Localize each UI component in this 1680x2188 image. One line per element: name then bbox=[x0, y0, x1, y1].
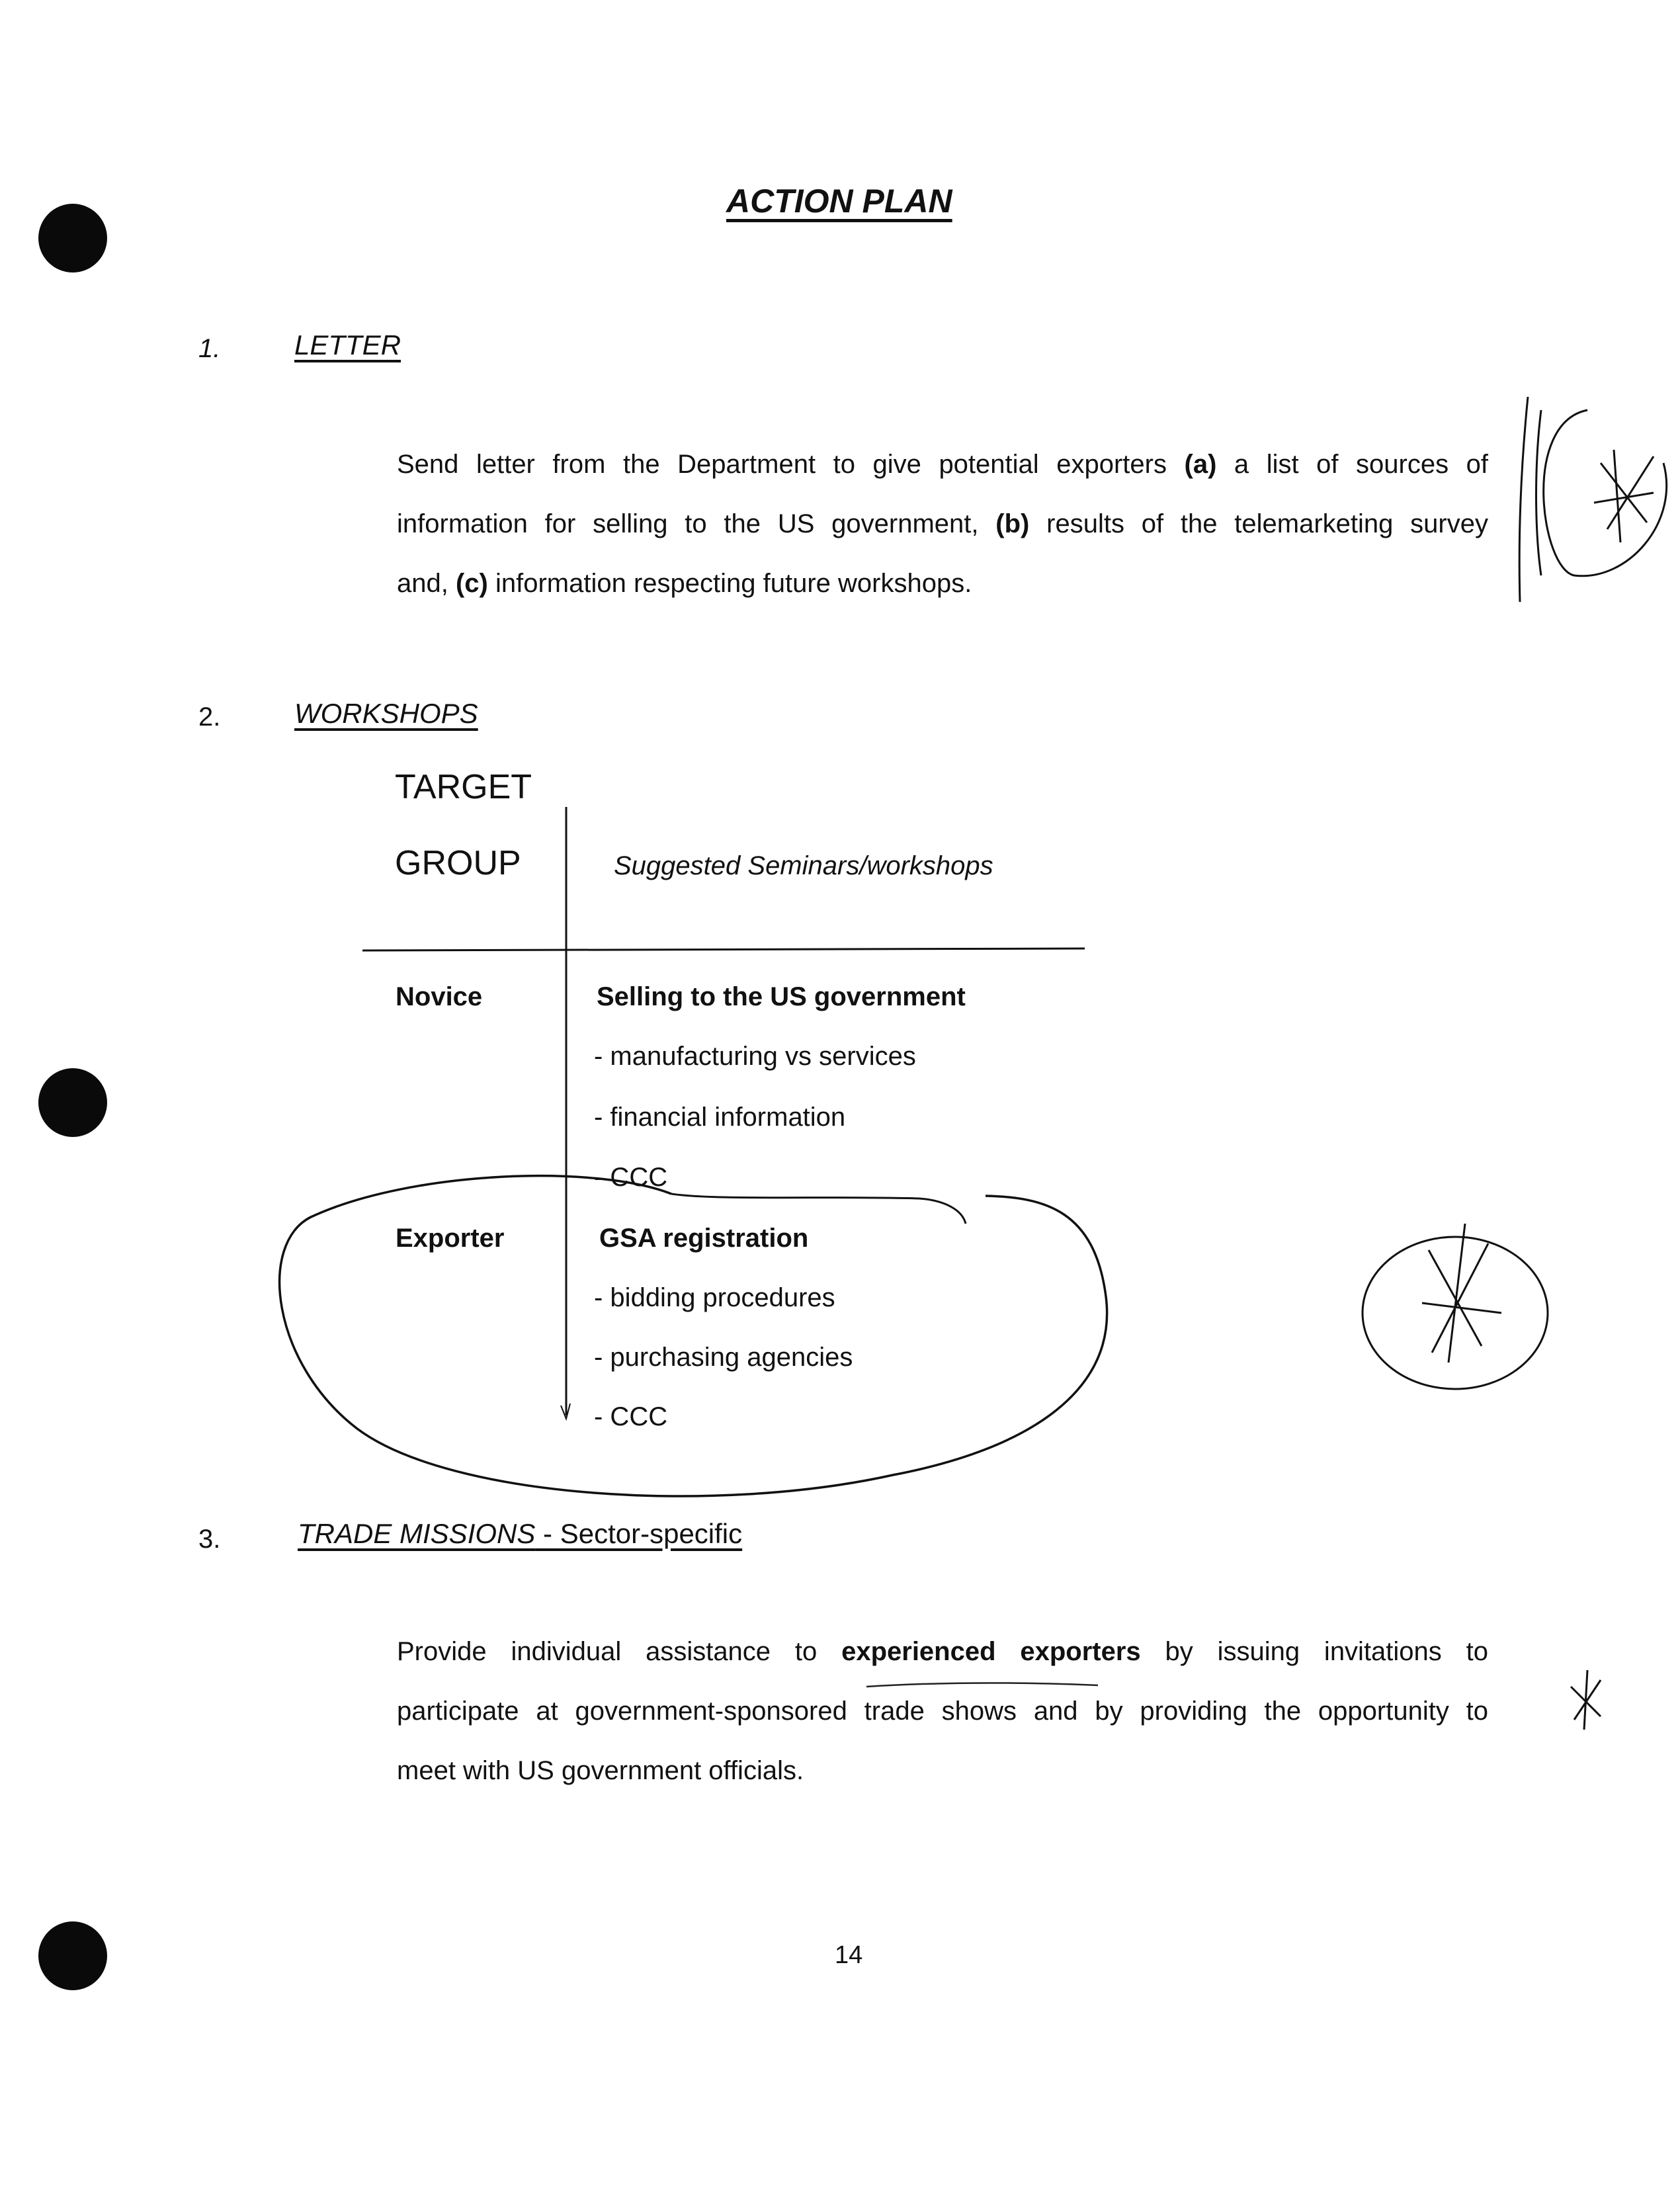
row-label-exporter: Exporter bbox=[396, 1224, 505, 1253]
section-3-heading: TRADE MISSIONS bbox=[298, 1518, 536, 1549]
novice-item: - CCC bbox=[594, 1163, 668, 1192]
handwritten-loop-exporter bbox=[280, 1176, 1107, 1496]
section-1-body-line: Send letter from the Department to give potential exporters (a) a list of sources of bbox=[397, 450, 1488, 479]
page-number: 14 bbox=[835, 1941, 863, 1969]
section-3-body-line: Provide individual assistance to experienced exporters by issuing invitations to bbox=[397, 1637, 1488, 1666]
section-3-heading-suffix: - Sector-specific bbox=[535, 1518, 743, 1549]
table-horizontal-rule bbox=[362, 948, 1085, 950]
section-2-number: 2. bbox=[198, 702, 221, 732]
star-mark-top bbox=[1594, 450, 1654, 542]
section-1-heading: LETTER bbox=[294, 329, 401, 360]
novice-item: - financial information bbox=[594, 1103, 846, 1132]
star-mark-middle bbox=[1422, 1224, 1501, 1363]
row-label-novice: Novice bbox=[396, 982, 483, 1011]
table-header-seminars: Suggested Seminars/workshops bbox=[614, 851, 993, 880]
section-3-body-line: participate at government-sponsored trade shows and by providing the opportunity to bbox=[397, 1697, 1488, 1726]
section-3-body-line: meet with US government officials. bbox=[397, 1756, 804, 1785]
table-header-group: GROUP bbox=[395, 844, 521, 882]
section-1-body-line: information for selling to the US government, (b) results of the telemarketing survey bbox=[397, 509, 1488, 538]
novice-item: - manufacturing vs services bbox=[594, 1042, 916, 1071]
section-2-heading: WORKSHOPS bbox=[294, 698, 478, 729]
handwritten-loop-tail bbox=[671, 1194, 966, 1224]
exporter-item: - bidding procedures bbox=[594, 1283, 835, 1312]
exporter-item: - CCC bbox=[594, 1402, 668, 1431]
page-title: ACTION PLAN bbox=[726, 183, 952, 220]
table-header-target: TARGET bbox=[395, 768, 532, 806]
topic-gsa-registration: GSA registration bbox=[599, 1224, 809, 1253]
handwritten-underline bbox=[866, 1683, 1098, 1687]
margin-vertical-mark bbox=[1536, 410, 1542, 575]
section-3-number: 3. bbox=[198, 1525, 221, 1554]
exporter-item: - purchasing agencies bbox=[594, 1343, 853, 1372]
section-1-number: 1. bbox=[198, 334, 221, 363]
margin-vertical-mark bbox=[1519, 397, 1528, 602]
star-mark-bottom bbox=[1571, 1670, 1601, 1730]
section-1-body-line: and, (c) information respecting future workshops. bbox=[397, 569, 972, 598]
topic-selling-us-government: Selling to the US government bbox=[597, 982, 966, 1011]
